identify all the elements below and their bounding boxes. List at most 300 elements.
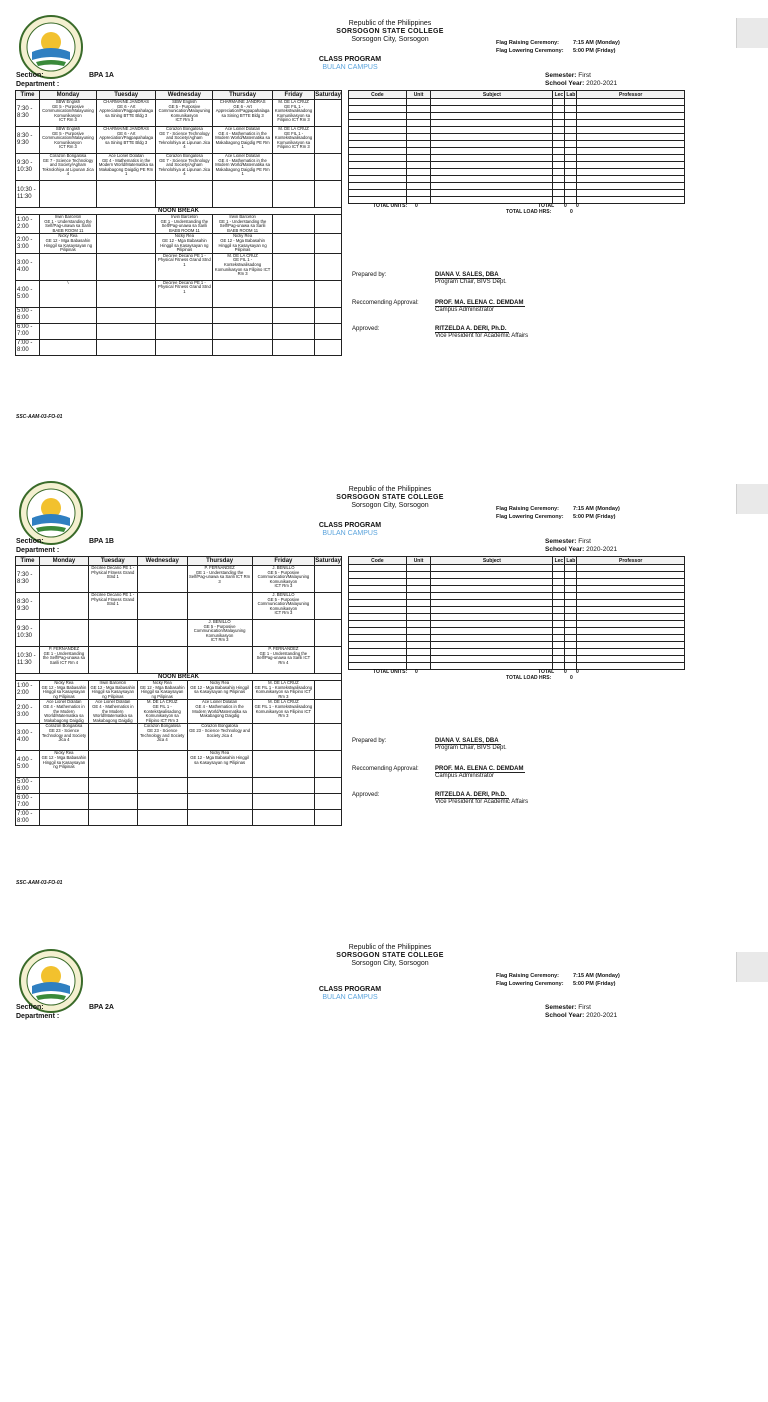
subject-header-code: Code [349,91,407,99]
subject-cell [577,176,685,183]
schedule-cell [213,181,272,208]
campus-label: BULAN CAMPUS [322,64,378,71]
schedule-cell [40,794,89,810]
time-slot: 5:00 - 6:00 [16,307,40,323]
subject-cell [553,635,565,642]
subject-cell [577,120,685,127]
subject-cell [553,593,565,600]
day-header-friday: Friday [252,557,315,566]
subject-cell [406,113,431,120]
total-load-value: 0 [570,209,573,215]
approved-name: RITZELDA A. DERI, Ph.D. [435,792,507,798]
subject-cell [431,621,553,628]
subject-row [349,183,685,190]
schedule-cell [40,181,97,208]
subject-row [349,621,685,628]
schedule-cell [272,234,314,253]
subject-row [349,127,685,134]
subject-cell [565,106,577,113]
recommending-signatory [435,300,525,314]
recommending-name: PROF. MA. ELENA C. DEMDAM [435,766,524,772]
schedule-cell: Corazon Bongalosa GE 23 - Science Technology and Society Jica 4 [40,724,89,751]
subject-cell [553,621,565,628]
subject-cell [565,614,577,621]
flag-lowering-label: Flag Lowering Ceremony: [496,48,564,54]
subject-cell [565,565,577,572]
subject-row [349,565,685,572]
approved-label: Approved: [352,326,380,332]
schedule-cell: Deciree Decano PE 1 - Physical Fitness Grand Stnd 1 [156,280,213,307]
schedule-row [16,280,342,307]
subject-cell [406,127,431,134]
subject-cell [431,141,553,148]
total-lec-value: 0 [564,203,567,209]
schedule-row [16,620,342,647]
subject-cell [553,572,565,579]
subject-header-lab: Lab [566,91,576,98]
subject-header-unit: Unit [406,91,431,99]
subject-cell [431,663,553,670]
subject-cell [349,113,407,120]
subject-cell [349,607,407,614]
schedule-cell [272,280,314,307]
department-label: Department : [16,81,60,88]
schedule-cell: \ [40,280,97,307]
schedule-cell [96,234,155,253]
time-slot: 8:30 - 9:30 [16,127,40,154]
schedule-cell [272,339,314,355]
section-label: Section: [16,1004,44,1011]
schedule-cell: Corazon Bongalosa GE 7 - Science Technology and Society/Agham Teknolohiya at Lipunan Jica 4 [156,154,213,181]
schedule-cell: Nicky Rea GE 12 - Mga Babasahin Hinggil sa Kasaysayan ng Pilipinas [156,234,213,253]
subject-row [349,656,685,663]
schedule-cell [156,307,213,323]
subject-cell [553,642,565,649]
schedule-cell [88,810,137,826]
flag-raising-value: 7:15 AM (Monday) [573,40,620,46]
schedule-cell: P. FERNANDEZ GE 1 - Understanding the Self/Pag-unawa sa Sarili ICT Rm 4 [40,647,89,674]
subject-cell [431,197,553,204]
page-edge-box [736,18,768,48]
subject-row [349,141,685,148]
schedule-cell [137,593,187,620]
subject-cell [406,106,431,113]
schedule-cell [88,794,137,810]
class-program-title [290,522,410,538]
subject-cell [349,176,407,183]
approved-title: Vice President for Academic Affairs [435,333,529,339]
subject-cell [431,628,553,635]
school-city: Sorsogon City, Sorsogon [351,502,429,509]
time-slot: 6:00 - 7:00 [16,794,40,810]
subject-row [349,614,685,621]
schedule-cell: Nicky Rea GE 12 - Mga Babasahin Hinggil sa Kasaysayan ng Pilipinas [187,751,252,778]
subject-header-lec: Lec [554,91,564,98]
class-program-page-2 [0,466,768,936]
schedule-cell: CHARMAINE JANDRAS GE 6 - Art Appreciation/Pagpapahalaga sa Sining BTTE Bldg 3 [96,127,155,154]
subject-cell [349,565,407,572]
subject-cell [577,572,685,579]
subject-cell [406,565,431,572]
schedule-header-row [16,91,342,100]
time-slot: 5:00 - 6:00 [16,778,40,794]
subject-cell [577,113,685,120]
subject-cell [349,621,407,628]
subject-cell [565,162,577,169]
subject-cell [565,148,577,155]
recommending-label: Reccomending Approval: [352,300,419,306]
subject-cell [553,628,565,635]
subject-header-subject: Subject [431,557,553,565]
subject-cell [431,586,553,593]
subject-cell [553,586,565,593]
subject-row [349,113,685,120]
schedule-cell [213,307,272,323]
total-lab-value: 0 [576,203,579,209]
subject-cell [553,134,565,141]
school-name: SORSOGON STATE COLLEGE [336,494,444,501]
subject-row [349,579,685,586]
schedule-cell [40,253,97,280]
schedule-cell [315,810,342,826]
schedule-cell [315,181,342,208]
schedule-cell [315,154,342,181]
document-header [250,20,530,44]
subject-row [349,162,685,169]
schedule-row [16,127,342,154]
schedule-cell [252,620,315,647]
semester-label: Semester: [545,538,577,545]
subject-cell [431,99,553,106]
subject-cell [349,155,407,162]
subject-cell [406,169,431,176]
schedule-cell [315,751,342,778]
class-program-title [290,56,410,72]
subject-cell [577,593,685,600]
schedule-cell [315,647,342,674]
schedule-cell [252,794,315,810]
subject-cell [406,663,431,670]
time-slot: 1:00 - 2:00 [16,215,40,234]
schedule-cell [315,127,342,154]
schedule-cell [272,181,314,208]
schedule-cell [272,253,314,280]
schedule-cell [40,810,89,826]
schedule-cell: Corazon Bongalosa GE 7 - Science Technology and Society/Agham Teknolohiya at Lipunan Jica 4 [40,154,97,181]
class-program-label: CLASS PROGRAM [318,986,382,993]
schedule-cell [40,566,89,593]
subject-table [348,90,685,204]
time-slot: 4:00 - 5:00 [16,280,40,307]
class-program-title [290,986,410,1002]
subject-cell [406,190,431,197]
college-seal-icon [18,480,84,546]
subject-cell [406,120,431,127]
subject-cell [577,649,685,656]
subject-cell [565,600,577,607]
subject-cell [349,106,407,113]
schedule-cell [137,810,187,826]
day-header-tuesday: Tuesday [88,557,137,566]
subject-cell [406,155,431,162]
prepared-title: Program Chair, BIVS Dept. [435,279,507,285]
schedule-row [16,778,342,794]
time-slot: 10:30 - 11:30 [16,181,40,208]
schedule-cell [315,339,342,355]
schedule-cell [40,323,97,339]
schedule-cell [272,215,314,234]
subject-cell [577,565,685,572]
schedule-cell: Ace Lionel Dolatan GE 4 - Mathematics in the Modern World/Matematika sa Makabagong Daigdig PE Rm 1 [213,154,272,181]
subject-cell [431,176,553,183]
schedule-row [16,215,342,234]
subject-cell [349,120,407,127]
subject-cell [431,614,553,621]
subject-cell [577,614,685,621]
schedule-cell: Ace Lionel Dolatan GE 4 - Mathematics in the Modern World/Matematika sa Makabagong Daigdig [40,700,89,724]
subject-cell [406,628,431,635]
day-header-saturday: Saturday [315,557,341,564]
flag-raising-label: Flag Raising Ceremony: [496,973,559,979]
schedule-cell: J. BENILLO GE 5 - Purposive Communication/Malayuning Komunikasyon ICT Rm 3 [187,620,252,647]
time-slot: 7:00 - 8:00 [16,810,40,826]
time-slot: 6:00 - 7:00 [16,323,40,339]
flag-lowering-value: 5:00 PM (Friday) [573,48,616,54]
subject-cell [431,113,553,120]
subject-header-professor: Professor [577,557,685,565]
schedule-row [16,154,342,181]
subject-cell [577,141,685,148]
schedule-cell [252,810,315,826]
school-name: SORSOGON STATE COLLEGE [336,28,444,35]
subject-cell [349,649,407,656]
subject-cell [349,162,407,169]
school-name: SORSOGON STATE COLLEGE [336,952,444,959]
subject-cell [406,600,431,607]
subject-cell [577,600,685,607]
subject-cell [406,148,431,155]
schedule-cell: SBW English GE 5 - Purposive Communication/Malayuning Komunikasyon ICT Rm 3 [156,100,213,127]
time-slot: 9:30 - 10:30 [16,620,40,647]
approved-signatory [435,326,528,340]
subject-cell [406,141,431,148]
time-slot: 10:30 - 11:30 [16,647,40,674]
school-year-label: School Year: [545,546,585,553]
subject-row [349,649,685,656]
schedule-cell [137,620,187,647]
subject-row [349,628,685,635]
section-label: Section: [16,538,44,545]
subject-cell [406,586,431,593]
semester-value: First [578,538,591,545]
recommending-signatory [435,766,525,780]
subject-cell [431,607,553,614]
flag-lowering-label: Flag Lowering Ceremony: [496,981,564,987]
subject-cell [431,190,553,197]
subject-row [349,607,685,614]
schedule-cell: J. BENILLO GE 5 - Purposive Communication/Malayuning Komunikasyon ICT Rm 3 [252,593,315,620]
subject-table [348,556,685,670]
subject-cell [431,183,553,190]
subject-cell [577,127,685,134]
schedule-cell: CHARMAINE JANDRAS GE 6 - Art Appreciation/Pagpapahalaga sa Sining BTTE Bldg 3 [213,100,272,127]
schedule-row [16,307,342,323]
schedule-row [16,234,342,253]
time-slot: 2:00 - 3:00 [16,700,40,724]
total-lab-value: 0 [576,669,579,675]
schedule-row [16,751,342,778]
schedule-cell [315,253,342,280]
total-load-label: TOTAL LOAD HRS: [506,675,552,681]
noon-break-row [16,208,342,215]
recommending-title: Campus Administrator [435,773,495,779]
flag-raising-label: Flag Raising Ceremony: [496,506,559,512]
schedule-cell: Corazon Bongalosa GE 23 - Science Technology and Society Jica 4 [137,724,187,751]
subject-cell [406,572,431,579]
subject-cell [553,162,565,169]
schedule-row [16,810,342,826]
subject-cell [431,127,553,134]
schedule-row [16,700,342,724]
schedule-cell [88,724,137,751]
subject-row [349,155,685,162]
prepared-signatory [435,738,507,752]
subject-row [349,99,685,106]
prepared-label: Prepared by: [352,738,387,744]
document-header [250,944,530,968]
form-code: SSC-AAM-03-FO-01 [16,414,63,420]
schedule-cell [213,280,272,307]
subject-cell [577,148,685,155]
subject-cell [565,134,577,141]
subject-cell [565,607,577,614]
subject-header-lec: Lec [554,557,564,564]
schedule-cell [315,778,342,794]
subject-cell [431,106,553,113]
subject-cell [565,190,577,197]
subject-cell [577,642,685,649]
subject-cell [349,628,407,635]
subject-cell [349,148,407,155]
schedule-cell: M. DE LA CRUZ GE FIL 1 - Kontekstwalisadong Komunikasyon sa Filipino ICT Rm 3 [213,253,272,280]
schedule-cell [315,323,342,339]
schedule-cell [315,724,342,751]
subject-cell [406,162,431,169]
prepared-name: DIANA V. SALES, DBA [435,738,499,744]
subject-cell [431,600,553,607]
subject-cell [431,155,553,162]
subject-row [349,600,685,607]
schedule-cell: M. DE LA CRUZ GE FIL 1 - Kontekstwalisadong Komunikasyon sa Filipino ICT Rm 3 [137,700,187,724]
subject-cell [349,572,407,579]
schedule-cell [137,794,187,810]
day-header-wednesday: Wednesday [156,91,213,100]
ceremony-info [496,972,620,988]
subject-row [349,635,685,642]
schedule-cell [40,620,89,647]
subject-cell [349,656,407,663]
section-value: BPA 2A [89,1004,114,1011]
schedule-row [16,647,342,674]
subject-cell [553,106,565,113]
day-header-thursday: Thursday [213,91,272,100]
approved-label: Approved: [352,792,380,798]
subject-header-code: Code [349,557,407,565]
subject-cell [349,600,407,607]
schedule-cell [187,794,252,810]
schedule-cell [272,323,314,339]
schedule-cell [213,323,272,339]
subject-cell [577,134,685,141]
schedule-cell [96,307,155,323]
subject-cell [577,635,685,642]
country-name: Republic of the Philippines [348,944,432,951]
subject-cell [577,197,685,204]
subject-row [349,572,685,579]
school-year-value: 2020-2021 [586,546,618,553]
day-header-saturday: Saturday [315,91,341,98]
page-edge-box [736,952,768,982]
subject-row [349,190,685,197]
time-slot: 7:30 - 8:30 [16,100,40,127]
subject-cell [577,621,685,628]
schedule-cell: Deciree Decano PE 1 - Physical Fitness Grand Stnd 1 [88,593,137,620]
day-header-wednesday: Wednesday [137,557,187,566]
subject-row [349,642,685,649]
schedule-header-row [16,557,342,566]
schedule-cell: M. DE LA CRUZ GE FIL 1 - Kontekstwalisadong Komunikasyon sa Filipino ICT Rm 3 [272,100,314,127]
recommending-name: PROF. MA. ELENA C. DEMDAM [435,300,524,306]
ceremony-info [496,39,620,55]
schedule-cell [187,593,252,620]
noon-break-label: NOON BREAK [16,674,342,681]
subject-cell [577,99,685,106]
subject-cell [431,642,553,649]
department-label: Department : [16,547,60,554]
subject-header-professor: Professor [577,91,685,99]
total-units-label: TOTAL UNITS: [373,203,408,209]
schedule-cell: Nicky Rea GE 12 - Mga Babasahin Hinggil sa Kasaysayan ng Pilipinas [40,681,89,700]
recommending-title: Campus Administrator [435,307,495,313]
schedule-cell [96,280,155,307]
subject-cell [565,169,577,176]
college-seal-icon [18,14,84,80]
subject-cell [406,656,431,663]
school-year-label: School Year: [545,80,585,87]
form-code: SSC-AAM-03-FO-01 [16,880,63,886]
schedule-cell [156,181,213,208]
flag-lowering-label: Flag Lowering Ceremony: [496,514,564,520]
subject-cell [349,99,407,106]
country-name: Republic of the Philippines [348,20,432,27]
schedule-row [16,339,342,355]
semester-label: Semester: [545,72,577,79]
department-label: Department : [16,1013,60,1020]
day-header-time: Time [16,557,40,566]
schedule-cell [88,751,137,778]
class-program-page-3 [0,932,768,1402]
total-label: TOTAL [538,203,555,209]
schedule-cell [40,778,89,794]
schedule-cell [252,778,315,794]
total-lec-value: 0 [564,669,567,675]
subject-cell [431,579,553,586]
schedule-cell [252,751,315,778]
prepared-name: DIANA V. SALES, DBA [435,272,499,278]
subject-cell [577,586,685,593]
subject-cell [431,572,553,579]
schedule-cell [137,751,187,778]
